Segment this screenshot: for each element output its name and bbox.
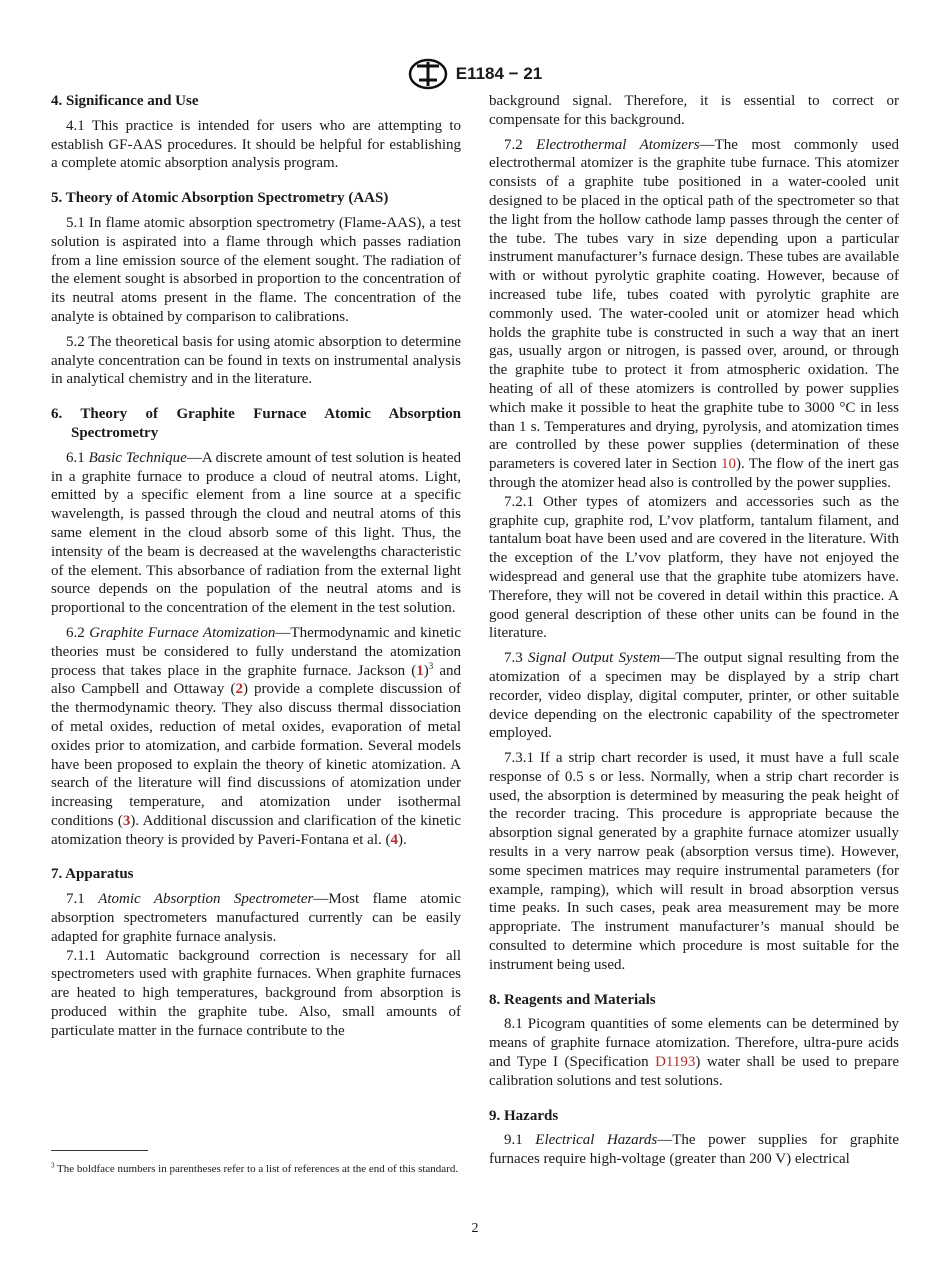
section-4-heading: 4. Significance and Use <box>51 93 199 109</box>
paragraph-continued: background signal. Therefore, it is essential to correct or compensate for this background. <box>489 93 899 128</box>
page-header <box>0 58 950 90</box>
paragraph-5-2: 5.2 The theoretical basis for using atomic absorption to determine analyte concentration can be found in texts on instrumental analysis in analytical chemistry and in the literature. <box>51 333 461 388</box>
reference-link-4[interactable]: 4 <box>390 831 398 848</box>
paragraph-7-3: 7.3 Signal Output System—The output signal resulting from the atomization of a specimen may be displayed by a strip chart recorder, video display, digital computer, printer, or other suitable device depending on the electronic capability of the spectrometer employed. <box>489 650 899 742</box>
reference-link-2[interactable]: 2 <box>235 681 243 698</box>
specification-d1193-link[interactable]: D1193 <box>655 1054 696 1071</box>
footnote-mark[interactable]: 3 <box>428 660 434 671</box>
section-10-link[interactable]: 10 <box>721 456 736 473</box>
section-7-heading: 7. Apparatus <box>51 866 134 883</box>
paragraph-5-1: 5.1 In flame atomic absorption spectrometry (Flame-AAS), a test solution is aspirated into a flame through which passes radiation from a line emission source of the element sought. The radiation of the element sought is absorbed in proportion to the concentration of its neutral atoms present in the flame. The concentration of the analyte is obtained by comparison to calibrations. <box>51 214 461 325</box>
paragraph-6-1: 6.1 Basic Technique—A discrete amount of test solution is heated in a graphite furnace to produce a cloud of neutral atoms. Light, emitted by a specific element from a line source at a specific wavelength, is passed through the cloud and neutral atoms of this same element in the cloud absorb some of this light. Thus, the intensity of the beam is decreased at the wavelengths characteristic of the element. This absorbance of radiation from the external light source depends on the population of the neutral atoms and is proportional to the concentration of the element in the test solution. <box>51 449 462 617</box>
paragraph-7-2-1: 7.2.1 Other types of atomizers and accessories such as the graphite cup, graphite rod, L’vov platform, tantalum filament, and tantalum boat have been used and are covered in the literature. With the exception of the L’vov platform, they have not enjoyed the widespread and general use that the graphite tube atomizers have. Therefore, they will not be covered in detail within this practice. A good general description of these other units can be found in the literature. <box>489 493 899 642</box>
page-number: 2 <box>471 1221 479 1236</box>
paragraph-4-1: 4.1 This practice is intended for users who are attempting to establish GF-AAS procedures. It should be helpful for establishing a complete atomic absorption analysis program. <box>51 117 461 172</box>
paragraph-7-1-1: 7.1.1 Automatic background correction is necessary for all spectrometers used with graphite furnaces. When graphite furnaces are heated to high temperatures, background from absorption is produced within the graphite tube. Also, small amounts of particulate matter in the furnace contribute to the <box>51 947 461 1039</box>
reference-link-1[interactable]: 1 <box>416 662 424 679</box>
right-column <box>489 92 899 1169</box>
astm-logo-icon <box>408 58 448 90</box>
paragraph-8-1: 8.1 Picogram quantities of some elements can be determined by means of graphite furnace atomization. Therefore, ultra-pure acids and Type I (Specification D1193) water shall be used to prepare calibration solutions and test solutions. <box>489 1016 899 1089</box>
section-5-heading: 5. Theory of Atomic Absorption Spectrometry (AAS) <box>51 190 389 207</box>
paragraph-7-2: 7.2 Electrothermal Atomizers—The most commonly used electrothermal atomizer is the graphite tube furnace. This atomizer consists of a graphite tube positioned in a water-cooled unit designed to be placed in the optical path of the spectrometer so that the light from the hollow cathode lamp passes through the center of the tube. The tubes vary in size depending upon a particular instrument manufacturer’s furnace design. These tubes are available with or without pyrolytic graphite coating. However, because of increased tube life, tubes coated with pyrolytic graphite are commonly used. The water-cooled unit or atomizer head which holds the graphite tube is constructed in such a way that an inert gas, usually argon or nitrogen, is passed over, around, or through the graphite tube to protect it from atmospheric oxidation. The heating of all of these atomizers is controlled by power supplies which make it possible to heat the graphite tube to 3000 °C in less than 1 s. Temperatures and drying, pyrolysis, and atomization times are controlled by these power supplies (determination of these parameters is covered later in Section 10). The flow of the inert gas through the atomizer head also is controlled by the power supplies. <box>489 136 900 491</box>
paragraph-6-2: 6.2 Graphite Furnace Atomization—Thermodynamic and kinetic theories must be considered to fully understand the atomization process that takes place in the graphite furnace. Jackson $(1)^3$ and also Campbell and Ottaway (2) provide a complete discussion of the thermodynamic theory. They also discuss thermal dissociation of metal oxides, reduction of metal oxides, evaporation of metal oxides prior to atomization, and carbide formation. Several models have been proposed to explain the theory of kinetic atomization. A search of the literature will find discussions of atomization under increasing temperature, and atomization under isothermal conditions (3). Additional discussion and clarification of the kinetic atomization theory is provided by Paveri-Fontana et al. (4). <box>51 624 462 848</box>
paragraph-9-1: 9.1 Electrical Hazards—The power supplies for graphite furnaces require high-voltage (greater than 200 V) electrical <box>489 1132 900 1168</box>
paragraph-7-1: 7.1 Atomic Absorption Spectrometer—Most flame atomic absorption spectrometers manufactured currently can be easily adapted for graphite furnace analysis. <box>51 891 461 945</box>
footnote-divider <box>51 1150 148 1151</box>
standard-code: E1184 − 21 <box>455 64 543 83</box>
section-9-heading: 9. Hazards <box>489 1107 559 1124</box>
left-column <box>51 92 461 1041</box>
section-8-heading: 8. Reagents and Materials <box>489 991 656 1008</box>
footnote: $^3$ The boldface numbers in parentheses refer to a list of references at the end of this standard. <box>51 1161 459 1175</box>
reference-link-3[interactable]: 3 <box>122 812 131 829</box>
section-6-heading: 6. Theory of Graphite Furnace Atomic Absorption Spectrometry <box>51 406 461 441</box>
paragraph-7-3-1: 7.3.1 If a strip chart recorder is used, it must have a full scale response of 0.5 s or less. Normally, when a strip chart recorder is used, the absorption is determined by measuring the peak height of the recorder tracing. This procedure is appropriate because the absorption signal generated by a graphite furnace atomizer usually results in a very narrow peak (absorption versus time). However, some specimen matrices may require instrumental parameters (for example, ramping), which will result in broad absorption versus time peaks. In such cases, peak area measurement may be more appropriate. The instrument manufacturer’s manual should be consulted to determine which procedure is most suitable for the instrument being used. <box>489 750 899 973</box>
